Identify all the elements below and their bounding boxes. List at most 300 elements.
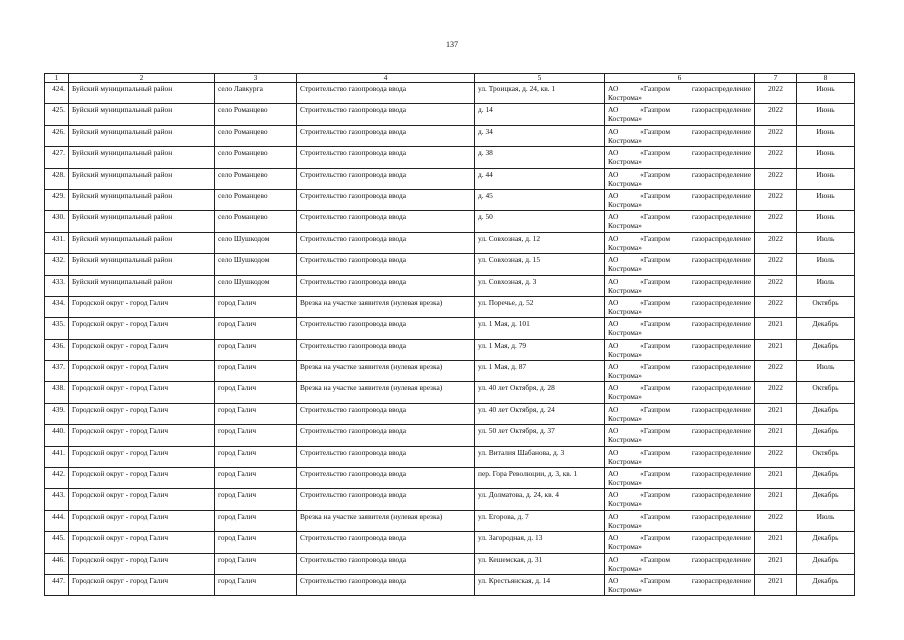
row-number: 429. [45,189,69,210]
organization-cell [605,254,755,275]
locality-cell: город Галич [215,382,297,403]
month-cell: Декабрь [797,553,855,574]
year-cell: 2022 [755,83,797,104]
organization-suffix: газораспределение [691,126,751,136]
work-type-cell: Строительство газопровода ввода [297,168,475,189]
year-cell: 2022 [755,254,797,275]
year-cell: 2022 [755,211,797,232]
organization-prefix: АО [608,469,619,479]
table-row [45,403,855,424]
organization-suffix: газораспределение [691,169,751,179]
work-type-cell: Строительство газопровода ввода [297,189,475,210]
locality-cell: село Романцево [215,104,297,125]
organization-suffix: газораспределение [691,469,751,479]
address-cell: ул. Долматова, д. 24, кв. 4 [475,489,605,510]
locality-cell: село Романцево [215,147,297,168]
address-cell: д. 44 [475,168,605,189]
month-cell: Октябрь [797,446,855,467]
organization-suffix: газораспределение [691,148,751,158]
month-cell: Декабрь [797,468,855,489]
table-row [45,275,855,296]
organization-city: Кострома» [608,413,642,423]
organization-cell [605,489,755,510]
year-cell: 2022 [755,275,797,296]
district-cell: Буйский муниципальный район [69,125,215,146]
row-number: 434. [45,296,69,317]
organization-city: Кострома» [608,328,642,338]
organization-cell [605,361,755,382]
locality-cell: село Шушкодом [215,275,297,296]
district-cell: Городской округ - город Галич [69,382,215,403]
month-cell: Июнь [797,125,855,146]
month-cell: Июль [797,510,855,531]
organization-city: Кострома» [608,456,642,466]
organization-name: «Газпром [640,575,670,585]
district-cell: Буйский муниципальный район [69,83,215,104]
row-number: 441. [45,446,69,467]
organization-suffix: газораспределение [691,575,751,585]
organization-name: «Газпром [640,169,670,179]
organization-cell [605,532,755,553]
organization-suffix: газораспределение [691,554,751,564]
organization-cell [605,275,755,296]
year-cell: 2022 [755,232,797,253]
locality-cell: город Галич [215,361,297,382]
locality-cell: город Галич [215,553,297,574]
organization-city: Кострома» [608,435,642,445]
address-cell: ул. Совхозная, д. 15 [475,254,605,275]
organization-name: «Газпром [640,126,670,136]
district-cell: Городской округ - город Галич [69,532,215,553]
organization-suffix: газораспределение [691,511,751,521]
year-cell: 2022 [755,361,797,382]
work-type-cell: Строительство газопровода ввода [297,574,475,595]
organization-suffix: газораспределение [691,84,751,93]
month-cell: Декабрь [797,532,855,553]
organization-suffix: газораспределение [691,105,751,115]
organization-city: Кострома» [608,392,642,402]
locality-cell: село Романцево [215,168,297,189]
table-row [45,168,855,189]
work-type-cell: Строительство газопровода ввода [297,83,475,104]
district-cell: Буйский муниципальный район [69,211,215,232]
table-row [45,468,855,489]
row-number: 432. [45,254,69,275]
table-row [45,446,855,467]
district-cell: Городской округ - город Галич [69,510,215,531]
organization-prefix: АО [608,105,619,115]
address-cell: ул. Крестьянская, д. 14 [475,574,605,595]
organization-name: «Газпром [640,554,670,564]
organization-name: «Газпром [640,276,670,286]
organization-name: «Газпром [640,297,670,307]
organization-city: Кострома» [608,221,642,231]
work-type-cell: Строительство газопровода ввода [297,446,475,467]
organization-cell [605,425,755,446]
locality-cell: город Галич [215,425,297,446]
organization-city: Кострома» [608,114,642,124]
organization-prefix: АО [608,190,619,200]
organization-cell [605,211,755,232]
district-cell: Буйский муниципальный район [69,147,215,168]
organization-cell [605,296,755,317]
address-cell: ул. 40 лет Октября, д. 28 [475,382,605,403]
organization-cell [605,574,755,595]
organization-name: «Газпром [640,426,670,436]
row-number: 442. [45,468,69,489]
address-cell: ул. Поречье, д. 52 [475,296,605,317]
table-row [45,382,855,403]
column-header: 2 [69,74,215,83]
organization-city: Кострома» [608,93,642,102]
organization-cell [605,446,755,467]
organization-name: «Газпром [640,319,670,329]
column-header: 7 [755,74,797,83]
organization-cell [605,189,755,210]
organization-city: Кострома» [608,542,642,552]
year-cell: 2022 [755,510,797,531]
organization-suffix: газораспределение [691,404,751,414]
organization-suffix: газораспределение [691,362,751,372]
organization-prefix: АО [608,319,619,329]
organization-suffix: газораспределение [691,426,751,436]
organization-prefix: АО [608,233,619,243]
organization-name: «Газпром [640,340,670,350]
organization-city: Кострома» [608,285,642,295]
organization-suffix: газораспределение [691,490,751,500]
row-number: 435. [45,318,69,339]
year-cell: 2022 [755,189,797,210]
organization-cell [605,403,755,424]
table-body [45,83,855,596]
month-cell: Июль [797,232,855,253]
month-cell: Июнь [797,104,855,125]
table-row [45,489,855,510]
organization-city: Кострома» [608,264,642,274]
table-row [45,361,855,382]
year-cell: 2021 [755,339,797,360]
organization-name: «Газпром [640,404,670,414]
column-number-header [45,74,855,83]
address-cell: ул. Загородная, д. 13 [475,532,605,553]
work-type-cell: Строительство газопровода ввода [297,147,475,168]
address-cell: ул. 50 лет Октября, д. 37 [475,425,605,446]
work-type-cell: Строительство газопровода ввода [297,425,475,446]
row-number: 425. [45,104,69,125]
year-cell: 2022 [755,446,797,467]
row-number: 426. [45,125,69,146]
year-cell: 2022 [755,147,797,168]
locality-cell: село Романцево [215,189,297,210]
locality-cell: город Галич [215,532,297,553]
organization-prefix: АО [608,84,619,93]
organization-cell [605,104,755,125]
month-cell: Июль [797,254,855,275]
district-cell: Городской округ - город Галич [69,361,215,382]
organization-city: Кострома» [608,199,642,209]
year-cell: 2021 [755,532,797,553]
locality-cell: село Шушкодом [215,254,297,275]
work-type-cell: Строительство газопровода ввода [297,532,475,553]
organization-city: Кострома» [608,499,642,509]
work-type-cell: Строительство газопровода ввода [297,403,475,424]
work-type-cell: Строительство газопровода ввода [297,489,475,510]
organization-name: «Газпром [640,447,670,457]
year-cell: 2022 [755,296,797,317]
locality-cell: село Шушкодом [215,232,297,253]
organization-name: «Газпром [640,84,670,93]
organization-name: «Газпром [640,362,670,372]
year-cell: 2021 [755,489,797,510]
work-type-cell: Врезка на участке заявителя (нулевая врезка) [297,296,475,317]
year-cell: 2022 [755,382,797,403]
organization-suffix: газораспределение [691,383,751,393]
locality-cell: город Галич [215,296,297,317]
organization-cell [605,232,755,253]
column-header: 8 [797,74,855,83]
locality-cell: село Романцево [215,211,297,232]
locality-cell: город Галич [215,510,297,531]
table-row [45,339,855,360]
column-header: 3 [215,74,297,83]
organization-prefix: АО [608,169,619,179]
organization-suffix: газораспределение [691,233,751,243]
address-cell: ул. Кешемская, д. 31 [475,553,605,574]
month-cell: Июнь [797,147,855,168]
year-cell: 2022 [755,168,797,189]
organization-name: «Газпром [640,490,670,500]
row-number: 428. [45,168,69,189]
work-type-cell: Строительство газопровода ввода [297,339,475,360]
table-row [45,125,855,146]
organization-city: Кострома» [608,520,642,530]
month-cell: Июнь [797,189,855,210]
month-cell: Июнь [797,168,855,189]
organization-prefix: АО [608,297,619,307]
district-cell: Городской округ - город Галич [69,318,215,339]
address-cell: д. 14 [475,104,605,125]
organization-cell [605,168,755,189]
year-cell: 2022 [755,104,797,125]
organization-cell [605,382,755,403]
organization-prefix: АО [608,426,619,436]
district-cell: Буйский муниципальный район [69,254,215,275]
district-cell: Городской округ - город Галич [69,296,215,317]
year-cell: 2021 [755,403,797,424]
organization-name: «Газпром [640,148,670,158]
work-type-cell: Строительство газопровода ввода [297,468,475,489]
organization-prefix: АО [608,276,619,286]
work-type-cell: Строительство газопровода ввода [297,125,475,146]
address-cell: д. 50 [475,211,605,232]
organization-city: Кострома» [608,371,642,381]
organization-prefix: АО [608,554,619,564]
table-row [45,425,855,446]
work-type-cell: Строительство газопровода ввода [297,275,475,296]
address-cell: ул. Совхозная, д. 3 [475,275,605,296]
address-cell: ул. Виталия Шабанова, д. 3 [475,446,605,467]
month-cell: Декабрь [797,318,855,339]
work-type-cell: Врезка на участке заявителя (нулевая врезка) [297,510,475,531]
organization-suffix: газораспределение [691,447,751,457]
table-row [45,189,855,210]
organization-suffix: газораспределение [691,319,751,329]
organization-suffix: газораспределение [691,190,751,200]
table-row [45,318,855,339]
address-cell: ул. 1 Мая, д. 101 [475,318,605,339]
organization-city: Кострома» [608,563,642,573]
locality-cell: город Галич [215,489,297,510]
organization-prefix: АО [608,362,619,372]
organization-prefix: АО [608,212,619,222]
year-cell: 2021 [755,318,797,339]
month-cell: Октябрь [797,296,855,317]
month-cell: Июль [797,361,855,382]
month-cell: Июнь [797,83,855,104]
year-cell: 2021 [755,553,797,574]
year-cell: 2021 [755,574,797,595]
organization-name: «Газпром [640,469,670,479]
table-row [45,254,855,275]
row-number: 444. [45,510,69,531]
table-row [45,232,855,253]
organization-name: «Газпром [640,511,670,521]
organization-prefix: АО [608,255,619,265]
row-number: 436. [45,339,69,360]
locality-cell: город Галич [215,339,297,360]
row-number: 427. [45,147,69,168]
month-cell: Июнь [797,211,855,232]
district-cell: Городской округ - город Галич [69,446,215,467]
row-number: 424. [45,83,69,104]
organization-suffix: газораспределение [691,297,751,307]
month-cell: Декабрь [797,403,855,424]
organization-prefix: АО [608,490,619,500]
row-number: 433. [45,275,69,296]
locality-cell: село Лавкурга [215,83,297,104]
organization-prefix: АО [608,575,619,585]
organization-prefix: АО [608,447,619,457]
organization-city: Кострома» [608,306,642,316]
address-cell: ул. 1 Мая, д. 87 [475,361,605,382]
month-cell: Июль [797,275,855,296]
organization-city: Кострома» [608,478,642,488]
table-row [45,532,855,553]
organization-cell [605,339,755,360]
district-cell: Городской округ - город Галич [69,468,215,489]
district-cell: Буйский муниципальный район [69,104,215,125]
organization-city: Кострома» [608,135,642,145]
table-row [45,574,855,595]
organization-cell [605,147,755,168]
organization-cell [605,125,755,146]
column-header: 5 [475,74,605,83]
district-cell: Городской округ - город Галич [69,574,215,595]
organization-prefix: АО [608,126,619,136]
organization-cell [605,510,755,531]
organization-name: «Газпром [640,212,670,222]
gasification-table [44,73,855,596]
organization-name: «Газпром [640,383,670,393]
organization-prefix: АО [608,511,619,521]
work-type-cell: Строительство газопровода ввода [297,254,475,275]
work-type-cell: Строительство газопровода ввода [297,318,475,339]
organization-prefix: АО [608,383,619,393]
row-number: 443. [45,489,69,510]
table-row [45,510,855,531]
organization-cell [605,468,755,489]
column-header: 6 [605,74,755,83]
row-number: 439. [45,403,69,424]
organization-name: «Газпром [640,190,670,200]
address-cell: д. 34 [475,125,605,146]
district-cell: Городской округ - город Галич [69,403,215,424]
column-header: 4 [297,74,475,83]
table-row [45,147,855,168]
work-type-cell: Строительство газопровода ввода [297,104,475,125]
district-cell: Буйский муниципальный район [69,275,215,296]
row-number: 437. [45,361,69,382]
organization-prefix: АО [608,533,619,543]
organization-name: «Газпром [640,233,670,243]
address-cell: д. 45 [475,189,605,210]
work-type-cell: Строительство газопровода ввода [297,232,475,253]
address-cell: д. 38 [475,147,605,168]
district-cell: Городской округ - город Галич [69,553,215,574]
row-number: 438. [45,382,69,403]
locality-cell: город Галич [215,468,297,489]
organization-name: «Газпром [640,105,670,115]
district-cell: Буйский муниципальный район [69,168,215,189]
month-cell: Декабрь [797,425,855,446]
district-cell: Городской округ - город Галич [69,425,215,446]
locality-cell: село Романцево [215,125,297,146]
work-type-cell: Врезка на участке заявителя (нулевая врезка) [297,361,475,382]
row-number: 446. [45,553,69,574]
organization-city: Кострома» [608,157,642,167]
work-type-cell: Врезка на участке заявителя (нулевая врезка) [297,382,475,403]
locality-cell: город Галич [215,318,297,339]
organization-city: Кострома» [608,584,642,594]
organization-suffix: газораспределение [691,212,751,222]
table-row [45,553,855,574]
address-cell: ул. Совхозная, д. 12 [475,232,605,253]
address-cell: ул. 40 лет Октября, д. 24 [475,403,605,424]
district-cell: Буйский муниципальный район [69,189,215,210]
table-row [45,104,855,125]
organization-cell [605,553,755,574]
row-number: 447. [45,574,69,595]
row-number: 430. [45,211,69,232]
organization-suffix: газораспределение [691,340,751,350]
locality-cell: город Галич [215,446,297,467]
year-cell: 2021 [755,425,797,446]
month-cell: Декабрь [797,489,855,510]
table-row [45,211,855,232]
locality-cell: город Галич [215,403,297,424]
district-cell: Городской округ - город Галич [69,339,215,360]
column-header: 1 [45,74,69,83]
address-cell: ул. Троицкая, д. 24, кв. 1 [475,83,605,104]
organization-suffix: газораспределение [691,255,751,265]
month-cell: Декабрь [797,574,855,595]
organization-city: Кострома» [608,242,642,252]
row-number: 431. [45,232,69,253]
address-cell: ул. 1 Мая, д. 79 [475,339,605,360]
year-cell: 2021 [755,468,797,489]
organization-cell [605,318,755,339]
year-cell: 2022 [755,125,797,146]
